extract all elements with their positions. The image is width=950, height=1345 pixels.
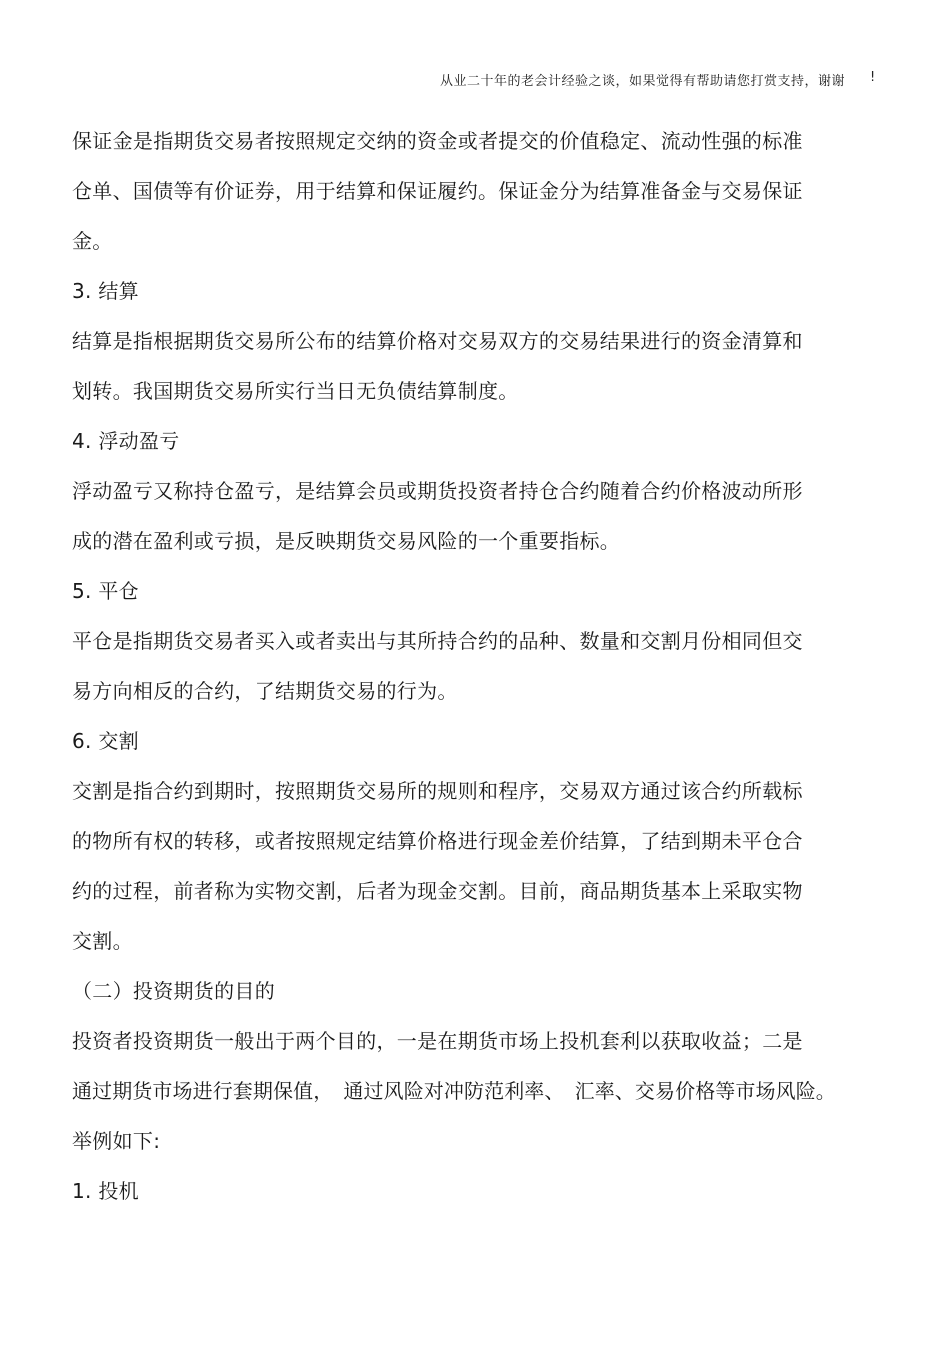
- section-heading: 1. 投机: [72, 1179, 139, 1203]
- header-mark: !: [870, 70, 876, 85]
- section-heading: 3. 结算: [72, 279, 139, 303]
- paragraph-line: 结算是指根据期货交易所公布的结算价格对交易双方的交易结果进行的资金清算和: [72, 329, 803, 353]
- section-heading: 4. 浮动盈亏: [72, 429, 180, 453]
- paragraph-line: 金。: [72, 229, 113, 253]
- paragraph-line: 约的过程，前者称为实物交割，后者为现金交割。目前，商品期货基本上采取实物: [72, 879, 803, 903]
- paragraph-line: 保证金是指期货交易者按照规定交纳的资金或者提交的价值稳定、流动性强的标准: [72, 129, 803, 153]
- paragraph-line: 划转。我国期货交易所实行当日无负债结算制度。: [72, 379, 519, 403]
- section-heading: 5. 平仓: [72, 579, 139, 603]
- paragraph-line: 交割是指合约到期时，按照期货交易所的规则和程序，交易双方通过该合约所载标: [72, 779, 803, 803]
- header-note: 从业二十年的老会计经验之谈，如果觉得有帮助请您打赏支持，谢谢: [440, 74, 846, 89]
- paragraph-line: 成的潜在盈利或亏损，是反映期货交易风险的一个重要指标。: [72, 529, 621, 553]
- paragraph-line: 平仓是指期货交易者买入或者卖出与其所持合约的品种、数量和交割月份相同但交: [72, 629, 803, 653]
- paragraph-line: 交割。: [72, 929, 133, 953]
- paragraph-line: 的物所有权的转移，或者按照规定结算价格进行现金差价结算，了结到期未平仓合: [72, 829, 803, 853]
- paragraph-line: 通过期货市场进行套期保值， 通过风险对冲防范利率、 汇率、交易价格等市场风险。: [72, 1079, 836, 1103]
- paragraph-line: 易方向相反的合约，了结期货交易的行为。: [72, 679, 458, 703]
- paragraph-line: 浮动盈亏又称持仓盈亏，是结算会员或期货投资者持仓合约随着合约价格波动所形: [72, 479, 803, 503]
- paragraph-line: 举例如下:: [72, 1129, 161, 1153]
- document-body: [72, 124, 912, 1224]
- section-heading: （二）投资期货的目的: [72, 979, 275, 1003]
- section-heading: 6. 交割: [72, 729, 139, 753]
- paragraph-line: 仓单、国债等有价证券，用于结算和保证履约。保证金分为结算准备金与交易保证: [72, 179, 803, 203]
- paragraph-line: 投资者投资期货一般出于两个目的，一是在期货市场上投机套利以获取收益；二是: [72, 1029, 803, 1053]
